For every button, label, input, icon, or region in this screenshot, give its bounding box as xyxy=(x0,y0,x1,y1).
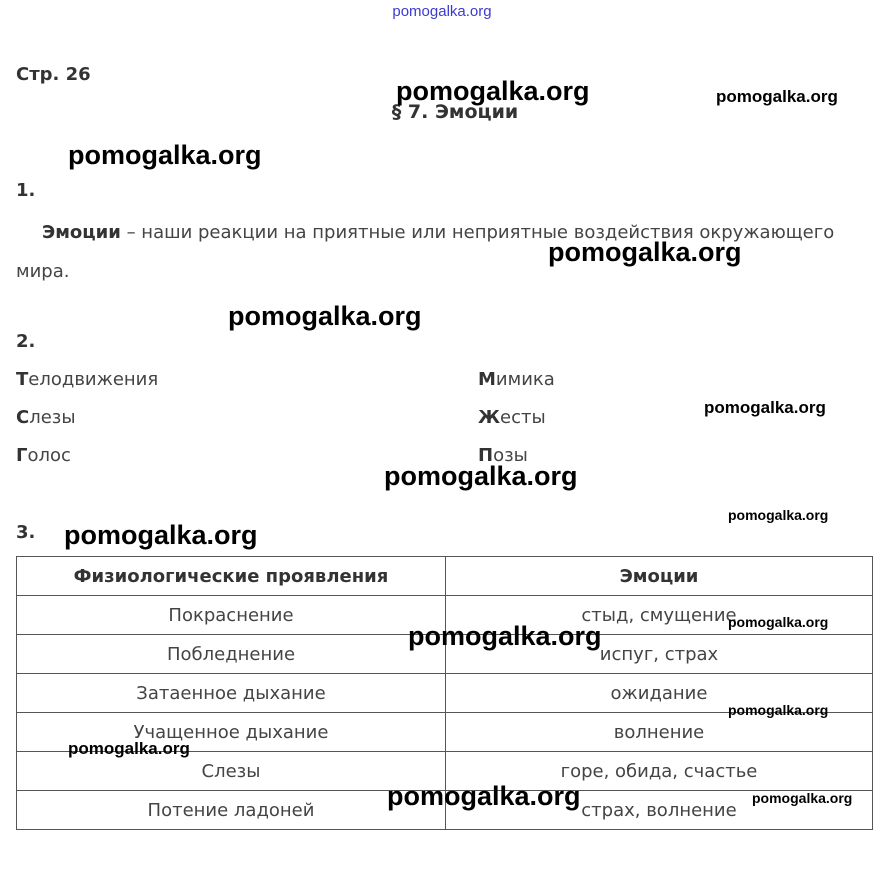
table-cell: Побледнение xyxy=(17,635,446,674)
task-1-number: 1. xyxy=(16,180,36,201)
column-header: Эмоции xyxy=(446,557,873,596)
header-watermark: pomogalka.org xyxy=(392,3,492,20)
watermark: pomogalka.org xyxy=(752,790,853,806)
list-item: Телодвижения xyxy=(16,369,159,390)
watermark: pomogalka.org xyxy=(728,614,829,630)
watermark: pomogalka.org xyxy=(68,140,262,170)
watermark: pomogalka.org xyxy=(64,520,258,550)
table-cell: горе, обида, счастье xyxy=(446,752,873,791)
table-cell: Потение ладоней xyxy=(17,791,446,830)
watermark: pomogalka.org xyxy=(228,301,422,331)
definition-text: – наши реакции на приятные или неприятные воздействия окружающего мира. xyxy=(16,222,835,282)
table-cell: ожидание xyxy=(446,674,873,713)
table-cell: Слезы xyxy=(17,752,446,791)
table-cell: Затаенное дыхание xyxy=(17,674,446,713)
table-cell: волнение xyxy=(446,713,873,752)
table-cell: Учащенное дыхание xyxy=(17,713,446,752)
watermark: pomogalka.org xyxy=(396,76,590,106)
task-3-number: 3. xyxy=(16,522,36,543)
list-item: Позы xyxy=(478,445,528,466)
task-2-number: 2. xyxy=(16,331,36,352)
watermark: pomogalka.org xyxy=(408,621,602,651)
list-item: Мимика xyxy=(478,369,555,390)
watermark: pomogalka.org xyxy=(716,87,838,106)
page-label: Стр. 26 xyxy=(16,64,91,85)
watermark: pomogalka.org xyxy=(704,398,826,417)
table-cell: стыд, смущение xyxy=(446,596,873,635)
watermark: pomogalka.org xyxy=(548,237,742,267)
list-item: Слезы xyxy=(16,407,76,428)
list-item: Жесты xyxy=(478,407,546,428)
table-header-row xyxy=(17,557,873,596)
table-cell: испуг, страх xyxy=(446,635,873,674)
table-cell: страх, волнение xyxy=(446,791,873,830)
list-item: Голос xyxy=(16,445,71,466)
watermark: pomogalka.org xyxy=(384,461,578,491)
watermark: pomogalka.org xyxy=(68,739,190,758)
watermark: pomogalka.org xyxy=(728,507,829,523)
watermark: pomogalka.org xyxy=(387,781,581,811)
definition-term: Эмоции xyxy=(42,222,121,243)
task-1-definition xyxy=(16,213,878,291)
watermark: pomogalka.org xyxy=(728,702,829,718)
section-title: § 7. Эмоции xyxy=(391,101,519,123)
table-cell: Покраснение xyxy=(17,596,446,635)
column-header: Физиологические проявления xyxy=(17,557,446,596)
